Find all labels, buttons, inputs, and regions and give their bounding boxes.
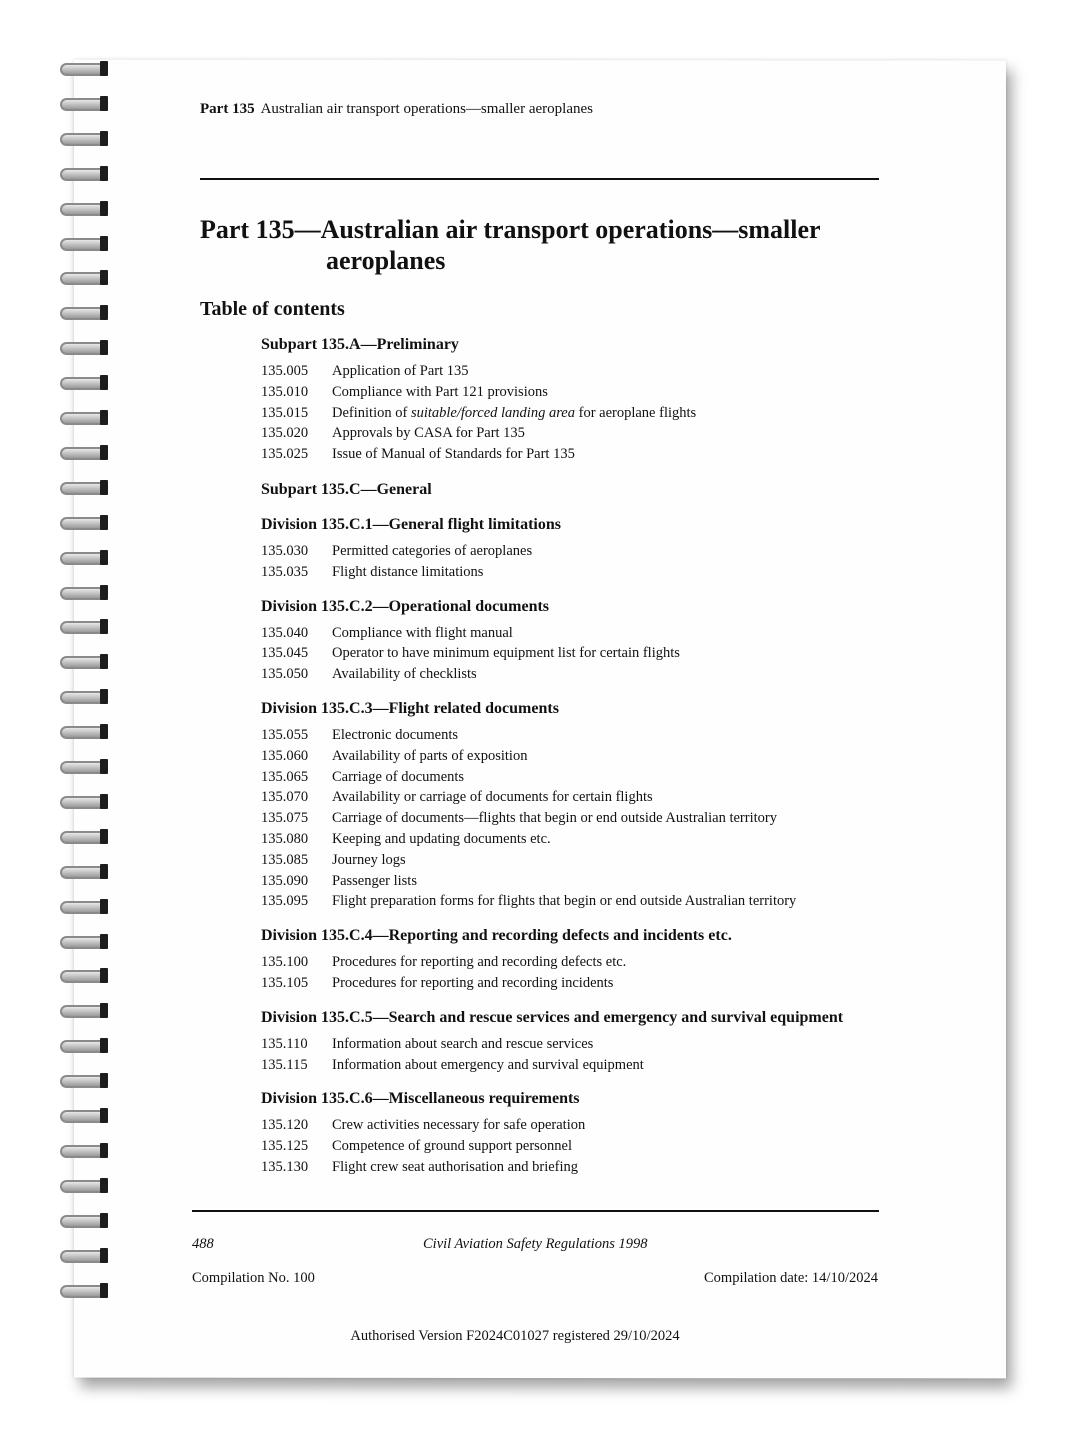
section-number: 135.065 (261, 768, 309, 785)
running-header-part: Part 135 (200, 101, 255, 117)
section-number: 135.100 (261, 954, 309, 971)
division-heading: Division 135.C.4—Reporting and recording defects and incidents etc. (261, 927, 732, 945)
ring-hole (100, 445, 108, 460)
ring-wire (60, 1005, 102, 1018)
ring-wire (60, 517, 102, 530)
toc-entry (261, 664, 881, 685)
section-title: for aeroplane flights (574, 404, 697, 421)
section-number: 135.050 (261, 666, 309, 683)
binding-ring (56, 514, 110, 532)
subpart-heading: Subpart 135.A—Preliminary (261, 336, 459, 353)
division-heading: Division 135.C.5—Search and rescue services and emergency and survival equipment (261, 1008, 844, 1026)
toc-entry (261, 423, 881, 444)
binding-ring (56, 584, 110, 602)
ring-hole (100, 550, 108, 565)
ring-hole (100, 1283, 108, 1298)
toc-entry (261, 1055, 881, 1076)
binding-ring (56, 967, 110, 985)
binding-ring (56, 1002, 110, 1020)
section-number: 135.105 (261, 974, 309, 991)
ring-hole (100, 131, 108, 146)
ring-wire (60, 1285, 102, 1298)
section-number: 135.005 (261, 363, 309, 379)
section-number: 135.030 (261, 542, 309, 559)
binding-ring (56, 723, 110, 741)
ring-hole (100, 619, 108, 634)
binding-ring (56, 549, 110, 567)
section-number: 135.110 (261, 1035, 308, 1052)
section-title: suitable/forced landing area (410, 404, 575, 421)
binding-ring (56, 130, 110, 148)
binding-ring (56, 618, 110, 636)
section-title: Approvals by CASA for Part 135 (332, 425, 525, 442)
toc-entry (261, 952, 881, 973)
ring-hole (100, 654, 108, 669)
ring-wire (60, 1075, 102, 1088)
section-number: 135.095 (261, 893, 309, 910)
page-number: 488 (192, 1236, 214, 1252)
compilation-number: Compilation No. 100 (192, 1270, 315, 1286)
binding-ring (56, 1142, 110, 1160)
ring-wire (60, 587, 102, 600)
ring-wire (60, 936, 102, 949)
toc-entry (261, 1115, 881, 1136)
section-title: Keeping and updating documents etc. (332, 830, 551, 847)
ring-hole (100, 480, 108, 495)
section-title: Permitted categories of aeroplanes (332, 542, 533, 559)
binding-ring (56, 235, 110, 253)
authorised-version-text: Authorised Version F2024C01027 registered 29/10/2024 (350, 1328, 680, 1344)
section-number: 135.035 (261, 563, 309, 580)
section-number: 135.060 (261, 747, 309, 764)
spacer (261, 994, 881, 1007)
section-title: Crew activities necessary for safe operation (332, 1117, 586, 1134)
section-number: 135.055 (261, 726, 309, 743)
section-number: 135.130 (261, 1158, 309, 1175)
division-heading: Division 135.C.3—Flight related documents (261, 699, 559, 717)
ring-wire (60, 238, 102, 251)
running-header-title: Australian air transport operations—smaller aeroplanes (260, 101, 593, 117)
footer-title: Civil Aviation Safety Regulations 1998 (423, 1236, 648, 1252)
section-title: Journey logs (332, 851, 406, 868)
section-title: Information about search and rescue services (332, 1035, 594, 1052)
ring-hole (100, 410, 108, 425)
toc-entry (261, 361, 881, 382)
ring-hole (100, 829, 108, 844)
ring-wire (60, 901, 102, 914)
section-title: Flight crew seat authorisation and briefing (332, 1158, 579, 1175)
toc-title: Table of contents (200, 298, 345, 320)
section-title: Availability of parts of exposition (332, 747, 528, 764)
binding-ring (56, 339, 110, 357)
spacer (261, 583, 881, 596)
ring-hole (100, 1003, 108, 1018)
authorised-version (0, 1328, 1086, 1345)
part-title-line2: aeroplanes (326, 246, 446, 275)
toc-entry (261, 850, 881, 871)
ring-wire (60, 831, 102, 844)
ring-wire (60, 63, 102, 76)
table-of-contents (261, 334, 881, 1178)
toc-entry (261, 444, 881, 465)
ring-wire (60, 447, 102, 460)
section-title: Issue of Manual of Standards for Part 135 (332, 446, 575, 463)
section-title: Application of Part 135 (332, 363, 469, 379)
section-number: 135.020 (261, 425, 309, 442)
section-number: 135.120 (261, 1117, 309, 1134)
section-title: Availability or carriage of documents for certain flights (332, 789, 653, 806)
ring-wire (60, 866, 102, 879)
section-title: Procedures for reporting and recording defects etc. (332, 954, 627, 971)
section-number: 135.025 (261, 446, 309, 463)
toc-entry (261, 643, 881, 664)
ring-wire (60, 1215, 102, 1228)
ring-wire (60, 796, 102, 809)
section-number: 135.075 (261, 810, 309, 827)
section-title: Flight preparation forms for flights that begin or end outside Australian territory (332, 893, 797, 910)
ring-wire (60, 552, 102, 565)
ring-wire (60, 970, 102, 983)
binding-ring (56, 479, 110, 497)
division-heading: Division 135.C.6—Miscellaneous requirements (261, 1090, 580, 1108)
ring-wire (60, 412, 102, 425)
ring-wire (60, 482, 102, 495)
ring-wire (60, 133, 102, 146)
binding-ring (56, 1212, 110, 1230)
toc-entry (261, 767, 881, 788)
ring-wire (60, 98, 102, 111)
ring-wire (60, 1110, 102, 1123)
binding-ring (56, 828, 110, 846)
division-heading: Division 135.C.1—General flight limitations (261, 515, 561, 533)
binding-ring (56, 1072, 110, 1090)
ring-hole (100, 201, 108, 216)
binding-ring (56, 374, 110, 392)
ring-hole (100, 270, 108, 285)
section-title: Availability of checklists (332, 666, 477, 683)
section-title: Carriage of documents—flights that begin or end outside Australian territory (332, 810, 777, 827)
toc-entry (261, 891, 881, 912)
section-number: 135.015 (261, 404, 309, 421)
ring-hole (100, 794, 108, 809)
spacer (261, 465, 881, 479)
toc-entry (261, 403, 881, 424)
ring-wire (60, 761, 102, 774)
toc-entry (261, 623, 881, 644)
binding-ring (56, 1177, 110, 1195)
ring-wire (60, 726, 102, 739)
ring-hole (100, 1073, 108, 1088)
ring-wire (60, 168, 102, 181)
spacer (261, 685, 881, 698)
ring-wire (60, 1040, 102, 1053)
binding-ring (56, 1037, 110, 1055)
section-number: 135.040 (261, 624, 309, 641)
section-title: Flight distance limitations (332, 563, 484, 580)
part-title-line1: Part 135—Australian air transport operations—smaller (200, 215, 821, 244)
ring-wire (60, 1250, 102, 1263)
toc-entry (261, 1034, 881, 1055)
binding-ring (56, 653, 110, 671)
section-title: Operator to have minimum equipment list for certain flights (332, 645, 680, 662)
toc-entry (261, 1136, 881, 1157)
ring-hole (100, 968, 108, 983)
ring-hole (100, 1178, 108, 1193)
ring-wire (60, 272, 102, 285)
ring-hole (100, 1213, 108, 1228)
ring-wire (60, 621, 102, 634)
toc-entry (261, 746, 881, 767)
ring-wire (60, 1180, 102, 1193)
binding-ring (56, 863, 110, 881)
ring-hole (100, 899, 108, 914)
compilation-date: Compilation date: 14/10/2024 (704, 1270, 878, 1286)
binding-ring (56, 409, 110, 427)
ring-hole (100, 1108, 108, 1123)
binding-ring (56, 688, 110, 706)
toc-entry (261, 787, 881, 808)
binding-ring (56, 304, 110, 322)
ring-hole (100, 1038, 108, 1053)
ring-hole (100, 689, 108, 704)
ring-hole (100, 515, 108, 530)
ring-wire (60, 691, 102, 704)
header-rule (200, 178, 879, 180)
running-header (200, 101, 593, 118)
section-title: Procedures for reporting and recording incidents (332, 974, 614, 991)
binding-ring (56, 1282, 110, 1300)
toc-entry (261, 808, 881, 829)
ring-hole (100, 585, 108, 600)
ring-wire (60, 342, 102, 355)
binding-ring (56, 1247, 110, 1265)
ring-wire (60, 656, 102, 669)
binding-ring (56, 793, 110, 811)
binding-ring (56, 933, 110, 951)
section-title: Carriage of documents (332, 768, 465, 785)
toc-entry (261, 382, 881, 403)
ring-hole (100, 864, 108, 879)
section-title: Compliance with flight manual (332, 624, 513, 641)
ring-hole (100, 724, 108, 739)
ring-hole (100, 340, 108, 355)
spacer (261, 501, 881, 514)
section-title: Passenger lists (332, 872, 417, 889)
section-number: 135.085 (261, 851, 309, 868)
binding-ring (56, 269, 110, 287)
section-title: Information about emergency and survival equipment (332, 1056, 644, 1073)
footer-rule (192, 1210, 879, 1212)
section-number: 135.045 (261, 645, 309, 662)
section-number: 135.115 (261, 1056, 308, 1073)
ring-hole (100, 934, 108, 949)
toc-entry (261, 973, 881, 994)
toc-entry (261, 871, 881, 892)
ring-hole (100, 305, 108, 320)
spacer (261, 912, 881, 925)
section-title: Electronic documents (332, 726, 459, 743)
ring-wire (60, 1145, 102, 1158)
toc-entry (261, 562, 881, 583)
binding-ring (56, 758, 110, 776)
section-title: Competence of ground support personnel (332, 1138, 573, 1155)
part-title (200, 214, 880, 276)
binding-ring (56, 95, 110, 113)
ring-hole (100, 759, 108, 774)
binding-ring (56, 60, 110, 78)
section-number: 135.010 (261, 383, 309, 400)
section-number: 135.070 (261, 789, 309, 806)
ring-hole (100, 96, 108, 111)
toc-entry (261, 725, 881, 746)
ring-wire (60, 203, 102, 216)
binding-ring (56, 165, 110, 183)
division-heading: Division 135.C.2—Operational documents (261, 597, 550, 615)
section-title: Definition of (332, 404, 411, 421)
toc-entry (261, 829, 881, 850)
binding-ring (56, 200, 110, 218)
section-title: Compliance with Part 121 provisions (332, 383, 548, 400)
ring-wire (60, 377, 102, 390)
spacer (261, 1075, 881, 1088)
ring-wire (60, 307, 102, 320)
section-number: 135.125 (261, 1138, 309, 1155)
binding-ring (56, 444, 110, 462)
toc-entry (261, 1157, 881, 1178)
binding-ring (56, 1107, 110, 1125)
section-number: 135.090 (261, 872, 309, 889)
ring-hole (100, 166, 108, 181)
ring-hole (100, 61, 108, 76)
ring-hole (100, 375, 108, 390)
ring-hole (100, 1248, 108, 1263)
binding-ring (56, 898, 110, 916)
spiral-binding (56, 60, 112, 1320)
section-number: 135.080 (261, 830, 309, 847)
toc-entry (261, 541, 881, 562)
subpart-heading: Subpart 135.C—General (261, 480, 432, 498)
ring-hole (100, 1143, 108, 1158)
ring-hole (100, 236, 108, 251)
